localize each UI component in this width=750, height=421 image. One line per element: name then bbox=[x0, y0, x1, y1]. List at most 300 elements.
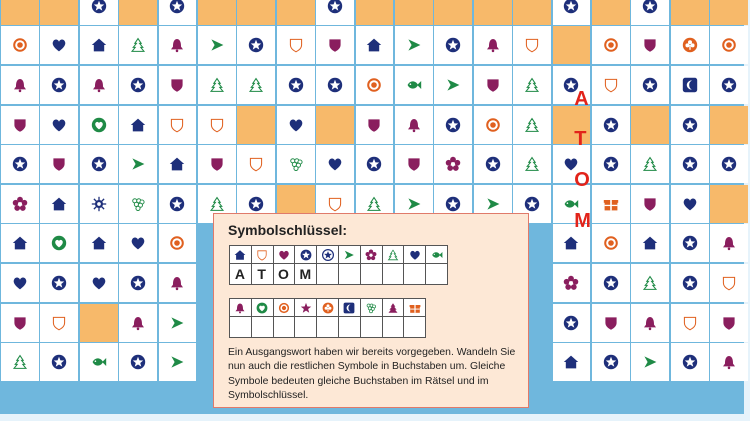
star-circle-icon bbox=[642, 77, 658, 93]
tree-purple-icon bbox=[387, 302, 399, 314]
puzzle-cell-star-circle[interactable] bbox=[159, 185, 197, 223]
heart-purple-icon bbox=[278, 249, 290, 261]
puzzle-cell-star-circle[interactable] bbox=[1, 145, 39, 183]
shaded-cell bbox=[237, 0, 275, 25]
key-letter-box[interactable] bbox=[382, 263, 405, 285]
key-symbol-star-purple bbox=[294, 298, 317, 317]
star-circle-icon bbox=[51, 77, 67, 93]
gift-icon bbox=[409, 302, 421, 314]
heart-icon bbox=[91, 275, 107, 291]
star-circle-icon bbox=[721, 156, 737, 172]
puzzle-cell-leaf-heart[interactable] bbox=[40, 224, 78, 262]
puzzle-cell-bell[interactable] bbox=[159, 26, 197, 64]
puzzle-cell-bell[interactable] bbox=[710, 343, 748, 381]
house-icon bbox=[563, 354, 579, 370]
shaded-cell bbox=[198, 0, 236, 25]
spiral-icon bbox=[12, 117, 28, 133]
heart-icon bbox=[12, 275, 28, 291]
tree-icon bbox=[248, 77, 264, 93]
fish-icon bbox=[431, 249, 443, 261]
puzzle-cell-star-circle[interactable] bbox=[592, 145, 630, 183]
puzzle-cell-star-circle[interactable] bbox=[671, 343, 709, 381]
puzzle-cell-house[interactable] bbox=[1, 224, 39, 262]
bell-icon bbox=[234, 302, 246, 314]
puzzle-cell-star-circle[interactable] bbox=[237, 26, 275, 64]
flag-arrow-icon bbox=[445, 77, 461, 93]
symbol-key-row2-symbols bbox=[230, 298, 426, 317]
puzzle-cell-flag-arrow[interactable] bbox=[631, 343, 669, 381]
shaded-cell bbox=[237, 106, 275, 144]
puzzle-cell-heart[interactable] bbox=[277, 106, 315, 144]
puzzle-cell-tree[interactable] bbox=[1, 343, 39, 381]
spiral-icon bbox=[485, 77, 501, 93]
puzzle-cell-star-circle[interactable] bbox=[277, 66, 315, 104]
puzzle-cell-star-circle[interactable] bbox=[710, 145, 748, 183]
puzzle-cell-house[interactable] bbox=[40, 185, 78, 223]
puzzle-cell-tree[interactable] bbox=[237, 66, 275, 104]
puzzle-cell-spiral[interactable] bbox=[631, 185, 669, 223]
tree-icon bbox=[366, 196, 382, 212]
shaded-cell bbox=[80, 304, 118, 342]
star-circle-icon bbox=[485, 156, 501, 172]
spiral-icon bbox=[406, 156, 422, 172]
house-icon bbox=[130, 117, 146, 133]
key-letter-box[interactable] bbox=[316, 316, 339, 338]
shaded-cell bbox=[316, 106, 354, 144]
puzzle-cell-target[interactable] bbox=[592, 224, 630, 262]
puzzle-cell-target[interactable] bbox=[159, 224, 197, 262]
puzzle-cell-star-circle[interactable] bbox=[474, 145, 512, 183]
puzzle-cell-grape[interactable] bbox=[277, 145, 315, 183]
shield-icon bbox=[51, 315, 67, 331]
spiral-icon bbox=[366, 117, 382, 133]
key-symbol-target bbox=[273, 298, 296, 317]
puzzle-cell-gear-sun[interactable] bbox=[80, 185, 118, 223]
house-icon bbox=[234, 249, 246, 261]
board-letter: T bbox=[574, 128, 587, 151]
key-symbol-gift bbox=[403, 298, 426, 317]
board-letter: A bbox=[574, 87, 589, 110]
star-circle-icon bbox=[51, 275, 67, 291]
star-circle-icon bbox=[130, 275, 146, 291]
bell-icon bbox=[130, 315, 146, 331]
symbol-key-row1-symbols bbox=[230, 245, 448, 264]
key-symbol-grape bbox=[360, 298, 383, 317]
puzzle-cell-spiral[interactable] bbox=[1, 106, 39, 144]
key-symbol-moon bbox=[338, 298, 361, 317]
star-circle-icon bbox=[603, 117, 619, 133]
puzzle-cell-flag-arrow[interactable] bbox=[434, 66, 472, 104]
flower-icon bbox=[563, 275, 579, 291]
puzzle-cell-shield[interactable] bbox=[198, 106, 236, 144]
puzzle-cell-star-circle[interactable] bbox=[40, 66, 78, 104]
puzzle-cell-star-circle[interactable] bbox=[592, 264, 630, 302]
star-circle-icon bbox=[91, 156, 107, 172]
key-letter-box[interactable] bbox=[251, 263, 274, 285]
puzzle-cell-star-circle[interactable] bbox=[356, 145, 394, 183]
shield-icon bbox=[524, 37, 540, 53]
puzzle-cell-bell[interactable] bbox=[80, 66, 118, 104]
heart-icon bbox=[409, 249, 421, 261]
puzzle-cell-star-circle[interactable] bbox=[671, 106, 709, 144]
spiral-icon bbox=[51, 156, 67, 172]
star-circle-icon bbox=[51, 354, 67, 370]
puzzle-cell-spiral[interactable] bbox=[592, 304, 630, 342]
shaded-cell bbox=[553, 26, 591, 64]
tree-icon bbox=[642, 156, 658, 172]
shaded-cell bbox=[710, 0, 748, 25]
shield-icon bbox=[256, 249, 268, 261]
moon-icon bbox=[343, 302, 355, 314]
puzzle-cell-bell[interactable] bbox=[395, 106, 433, 144]
star-circle-icon bbox=[288, 77, 304, 93]
puzzle-cell-flag-arrow[interactable] bbox=[159, 343, 197, 381]
tree-icon bbox=[209, 77, 225, 93]
puzzle-cell-spiral[interactable] bbox=[631, 26, 669, 64]
key-letter-box[interactable] bbox=[294, 263, 317, 285]
gear-sun-icon bbox=[91, 196, 107, 212]
shield-icon bbox=[682, 315, 698, 331]
puzzle-cell-tree[interactable] bbox=[631, 145, 669, 183]
shield-icon bbox=[603, 77, 619, 93]
puzzle-cell-heart[interactable] bbox=[1, 264, 39, 302]
puzzle-cell-star-circle[interactable] bbox=[119, 343, 157, 381]
puzzle-cell-spiral[interactable] bbox=[40, 145, 78, 183]
puzzle-cell-heart[interactable] bbox=[119, 224, 157, 262]
puzzle-cell-star-circle[interactable] bbox=[119, 66, 157, 104]
shaded-cell bbox=[119, 0, 157, 25]
flower-pink-icon bbox=[365, 249, 377, 261]
key-letter-box[interactable] bbox=[360, 263, 383, 285]
heart-icon bbox=[682, 196, 698, 212]
key-letter-box[interactable] bbox=[273, 316, 296, 338]
puzzle-cell-flag-arrow[interactable] bbox=[119, 145, 157, 183]
symbol-key-row2-letters bbox=[230, 316, 426, 338]
puzzle-cell-flag-arrow[interactable] bbox=[395, 26, 433, 64]
puzzle-cell-spiral[interactable] bbox=[395, 145, 433, 183]
puzzle-cell-heart[interactable] bbox=[40, 106, 78, 144]
flag-arrow-icon bbox=[169, 315, 185, 331]
puzzle-cell-star-circle[interactable] bbox=[80, 145, 118, 183]
key-symbol-flower-pink bbox=[360, 245, 383, 264]
symbol-key-row1-letters bbox=[230, 263, 448, 285]
flag-arrow-icon bbox=[642, 354, 658, 370]
star-circle-icon bbox=[721, 77, 737, 93]
puzzle-cell-star-circle[interactable] bbox=[631, 0, 669, 25]
gift-icon bbox=[603, 196, 619, 212]
key-symbol-house bbox=[229, 245, 252, 264]
bell-icon bbox=[169, 275, 185, 291]
leaf-heart-icon bbox=[91, 117, 107, 133]
key-symbol-heart bbox=[403, 245, 426, 264]
house-icon bbox=[12, 235, 28, 251]
key-symbol-shield bbox=[251, 245, 274, 264]
puzzle-cell-star-circle[interactable] bbox=[159, 0, 197, 25]
spiral-icon bbox=[169, 77, 185, 93]
puzzle-cell-bell[interactable] bbox=[1, 66, 39, 104]
puzzle-cell-star-circle[interactable] bbox=[553, 0, 591, 25]
puzzle-cell-flag-arrow[interactable] bbox=[159, 304, 197, 342]
puzzle-cell-leaf-heart[interactable] bbox=[80, 106, 118, 144]
puzzle-cell-heart[interactable] bbox=[671, 185, 709, 223]
key-letter: M bbox=[299, 266, 313, 282]
key-letter-box[interactable] bbox=[316, 263, 339, 285]
target-icon bbox=[603, 235, 619, 251]
star-purple-icon bbox=[300, 302, 312, 314]
star-circle-icon bbox=[682, 156, 698, 172]
target-icon bbox=[278, 302, 290, 314]
puzzle-cell-bell[interactable] bbox=[631, 304, 669, 342]
key-letter-box[interactable] bbox=[294, 316, 317, 338]
puzzle-cell-star-circle[interactable] bbox=[40, 264, 78, 302]
star-circle-icon bbox=[445, 196, 461, 212]
puzzle-cell-moon[interactable] bbox=[671, 66, 709, 104]
puzzle-cell-flower[interactable] bbox=[434, 145, 472, 183]
fish-icon bbox=[406, 77, 422, 93]
spiral-icon bbox=[642, 196, 658, 212]
shaded-cell bbox=[710, 106, 748, 144]
symbol-key-title: Symbolschlüssel: bbox=[228, 222, 348, 238]
flag-arrow-icon bbox=[209, 37, 225, 53]
key-letter-box[interactable] bbox=[229, 263, 252, 285]
heart-icon bbox=[327, 156, 343, 172]
puzzle-cell-shield[interactable] bbox=[671, 304, 709, 342]
puzzle-cell-target[interactable] bbox=[474, 106, 512, 144]
puzzle-cell-house[interactable] bbox=[356, 26, 394, 64]
puzzle-cell-star-circle[interactable] bbox=[119, 264, 157, 302]
puzzle-cell-tree[interactable] bbox=[119, 26, 157, 64]
spiral-icon bbox=[642, 37, 658, 53]
star-circle-icon bbox=[682, 275, 698, 291]
house-icon bbox=[51, 196, 67, 212]
puzzle-cell-spiral[interactable] bbox=[1, 304, 39, 342]
puzzle-cell-target[interactable] bbox=[592, 26, 630, 64]
key-letter-box[interactable] bbox=[273, 263, 296, 285]
tree-icon bbox=[524, 117, 540, 133]
shaded-cell bbox=[40, 0, 78, 25]
flower-icon bbox=[12, 196, 28, 212]
star-circle-icon bbox=[366, 156, 382, 172]
shaded-cell bbox=[434, 0, 472, 25]
puzzle-cell-target[interactable] bbox=[710, 26, 748, 64]
key-letter-box[interactable] bbox=[251, 316, 274, 338]
clover-icon bbox=[322, 302, 334, 314]
puzzle-cell-shield[interactable] bbox=[277, 26, 315, 64]
target-icon bbox=[366, 77, 382, 93]
shield-icon bbox=[169, 117, 185, 133]
key-letter-box[interactable] bbox=[229, 316, 252, 338]
puzzle-cell-tree[interactable] bbox=[513, 145, 551, 183]
bell-icon bbox=[12, 77, 28, 93]
puzzle-cell-shield[interactable] bbox=[710, 264, 748, 302]
bell-icon bbox=[485, 37, 501, 53]
instructions-text: Ein Ausgangswort haben wir bereits vorgegeben. Wandeln Sie nun auch die restlichen Symbole in Buchstaben um. Gleiche Symbole bedeuten gleiche Buchstaben im Rätsel und im Symbolschlüssel. bbox=[228, 347, 516, 401]
puzzle-cell-bell[interactable] bbox=[710, 224, 748, 262]
puzzle-cell-spiral[interactable] bbox=[198, 145, 236, 183]
flag-arrow-icon bbox=[406, 37, 422, 53]
puzzle-cell-tree[interactable] bbox=[513, 106, 551, 144]
star-circle-icon bbox=[563, 0, 579, 14]
bell-icon bbox=[169, 37, 185, 53]
puzzle-cell-star-circle[interactable] bbox=[316, 0, 354, 25]
house-icon bbox=[366, 37, 382, 53]
star-blue-icon bbox=[322, 249, 334, 261]
star-circle-icon bbox=[603, 354, 619, 370]
star-circle-icon bbox=[169, 0, 185, 14]
puzzle-cell-bell[interactable] bbox=[474, 26, 512, 64]
puzzle-cell-star-circle[interactable] bbox=[710, 66, 748, 104]
shield-icon bbox=[248, 156, 264, 172]
star-circle-icon bbox=[300, 249, 312, 261]
puzzle-cell-shield[interactable] bbox=[159, 106, 197, 144]
puzzle-cell-spiral[interactable] bbox=[356, 106, 394, 144]
shaded-cell bbox=[1, 0, 39, 25]
key-symbol-tree-purple bbox=[382, 298, 405, 317]
bell-icon bbox=[91, 77, 107, 93]
shield-icon bbox=[721, 275, 737, 291]
puzzle-cell-flower[interactable] bbox=[553, 264, 591, 302]
puzzle-cell-star-circle[interactable] bbox=[631, 66, 669, 104]
puzzle-cell-fish[interactable] bbox=[80, 343, 118, 381]
key-letter-box[interactable] bbox=[403, 263, 426, 285]
puzzle-cell-star-circle[interactable] bbox=[40, 343, 78, 381]
heart-icon bbox=[288, 117, 304, 133]
puzzle-cell-grape[interactable] bbox=[119, 185, 157, 223]
puzzle-cell-bell[interactable] bbox=[159, 264, 197, 302]
grape-icon bbox=[130, 196, 146, 212]
puzzle-cell-spiral[interactable] bbox=[316, 26, 354, 64]
puzzle-cell-shield[interactable] bbox=[40, 304, 78, 342]
shaded-cell bbox=[631, 106, 669, 144]
puzzle-cell-star-circle[interactable] bbox=[592, 343, 630, 381]
star-circle-icon bbox=[248, 37, 264, 53]
puzzle-cell-house[interactable] bbox=[80, 224, 118, 262]
star-circle-icon bbox=[524, 196, 540, 212]
target-icon bbox=[721, 37, 737, 53]
bell-icon bbox=[406, 117, 422, 133]
puzzle-cell-star-circle[interactable] bbox=[553, 304, 591, 342]
star-circle-icon bbox=[169, 196, 185, 212]
puzzle-cell-fish[interactable] bbox=[395, 66, 433, 104]
spiral-icon bbox=[721, 315, 737, 331]
puzzle-cell-spiral[interactable] bbox=[159, 66, 197, 104]
key-letter: O bbox=[278, 266, 290, 282]
puzzle-cell-house[interactable] bbox=[159, 145, 197, 183]
puzzle-cell-clover[interactable] bbox=[671, 26, 709, 64]
puzzle-cell-target[interactable] bbox=[356, 66, 394, 104]
puzzle-cell-star-circle[interactable] bbox=[671, 224, 709, 262]
key-symbol-bell bbox=[229, 298, 252, 317]
puzzle-cell-flag-arrow[interactable] bbox=[198, 26, 236, 64]
puzzle-cell-star-circle[interactable] bbox=[80, 0, 118, 25]
star-circle-icon bbox=[327, 0, 343, 14]
board-letter: M bbox=[574, 209, 591, 232]
puzzle-cell-tree[interactable] bbox=[513, 66, 551, 104]
star-circle-icon bbox=[603, 275, 619, 291]
target-icon bbox=[169, 235, 185, 251]
house-icon bbox=[91, 235, 107, 251]
puzzle-cell-star-circle[interactable] bbox=[671, 264, 709, 302]
key-letter: A bbox=[234, 266, 246, 282]
star-circle-icon bbox=[248, 196, 264, 212]
puzzle-cell-heart[interactable] bbox=[316, 145, 354, 183]
flag-arrow-icon bbox=[485, 196, 501, 212]
shield-icon bbox=[327, 196, 343, 212]
puzzle-cell-heart[interactable] bbox=[80, 264, 118, 302]
star-circle-icon bbox=[91, 0, 107, 14]
flower-icon bbox=[445, 156, 461, 172]
flag-icon bbox=[343, 249, 355, 261]
star-circle-icon bbox=[682, 354, 698, 370]
spiral-icon bbox=[327, 37, 343, 53]
key-letter-box[interactable] bbox=[338, 316, 361, 338]
puzzle-cell-star-circle[interactable] bbox=[316, 66, 354, 104]
house-icon bbox=[91, 37, 107, 53]
tree-icon bbox=[130, 37, 146, 53]
puzzle-cell-gift[interactable] bbox=[592, 185, 630, 223]
spiral-icon bbox=[603, 315, 619, 331]
bell-icon bbox=[721, 354, 737, 370]
puzzle-cell-shield[interactable] bbox=[513, 26, 551, 64]
target-icon bbox=[485, 117, 501, 133]
key-symbol-tree-outline bbox=[382, 245, 405, 264]
puzzle-cell-heart[interactable] bbox=[40, 26, 78, 64]
puzzle-cell-house[interactable] bbox=[119, 106, 157, 144]
flag-arrow-icon bbox=[169, 354, 185, 370]
shaded-cell bbox=[277, 0, 315, 25]
puzzle-cell-star-circle[interactable] bbox=[592, 106, 630, 144]
heart-icon bbox=[51, 117, 67, 133]
puzzle-cell-shield[interactable] bbox=[592, 66, 630, 104]
puzzle-cell-flower[interactable] bbox=[1, 185, 39, 223]
fish-icon bbox=[91, 354, 107, 370]
key-symbol-heart-leaf bbox=[251, 298, 274, 317]
spiral-icon bbox=[209, 156, 225, 172]
puzzle-cell-star-circle[interactable] bbox=[671, 145, 709, 183]
puzzle-cell-bell[interactable] bbox=[119, 304, 157, 342]
tree-icon bbox=[524, 77, 540, 93]
bell-icon bbox=[642, 315, 658, 331]
puzzle-cell-house[interactable] bbox=[631, 224, 669, 262]
puzzle-cell-spiral[interactable] bbox=[474, 66, 512, 104]
shield-icon bbox=[288, 37, 304, 53]
puzzle-cell-tree[interactable] bbox=[631, 264, 669, 302]
puzzle-cell-star-circle[interactable] bbox=[434, 106, 472, 144]
star-circle-icon bbox=[682, 117, 698, 133]
puzzle-cell-house[interactable] bbox=[80, 26, 118, 64]
shaded-cell bbox=[474, 0, 512, 25]
key-letter-box[interactable] bbox=[403, 316, 426, 338]
leaf-heart-icon bbox=[51, 235, 67, 251]
star-circle-icon bbox=[563, 315, 579, 331]
puzzle-cell-target[interactable] bbox=[1, 26, 39, 64]
star-circle-icon bbox=[445, 37, 461, 53]
puzzle-cell-tree[interactable] bbox=[198, 66, 236, 104]
puzzle-cell-house[interactable] bbox=[553, 343, 591, 381]
puzzle-cell-star-circle[interactable] bbox=[434, 26, 472, 64]
star-circle-icon bbox=[445, 117, 461, 133]
key-letter-box[interactable] bbox=[382, 316, 405, 338]
puzzle-cell-spiral[interactable] bbox=[710, 304, 748, 342]
target-icon bbox=[603, 37, 619, 53]
key-letter-box[interactable] bbox=[360, 316, 383, 338]
shaded-cell bbox=[513, 0, 551, 25]
puzzle-cell-shield[interactable] bbox=[237, 145, 275, 183]
key-letter-box[interactable] bbox=[425, 263, 448, 285]
key-symbol-star-circle bbox=[294, 245, 317, 264]
key-letter-box[interactable] bbox=[338, 263, 361, 285]
spiral-icon bbox=[12, 315, 28, 331]
